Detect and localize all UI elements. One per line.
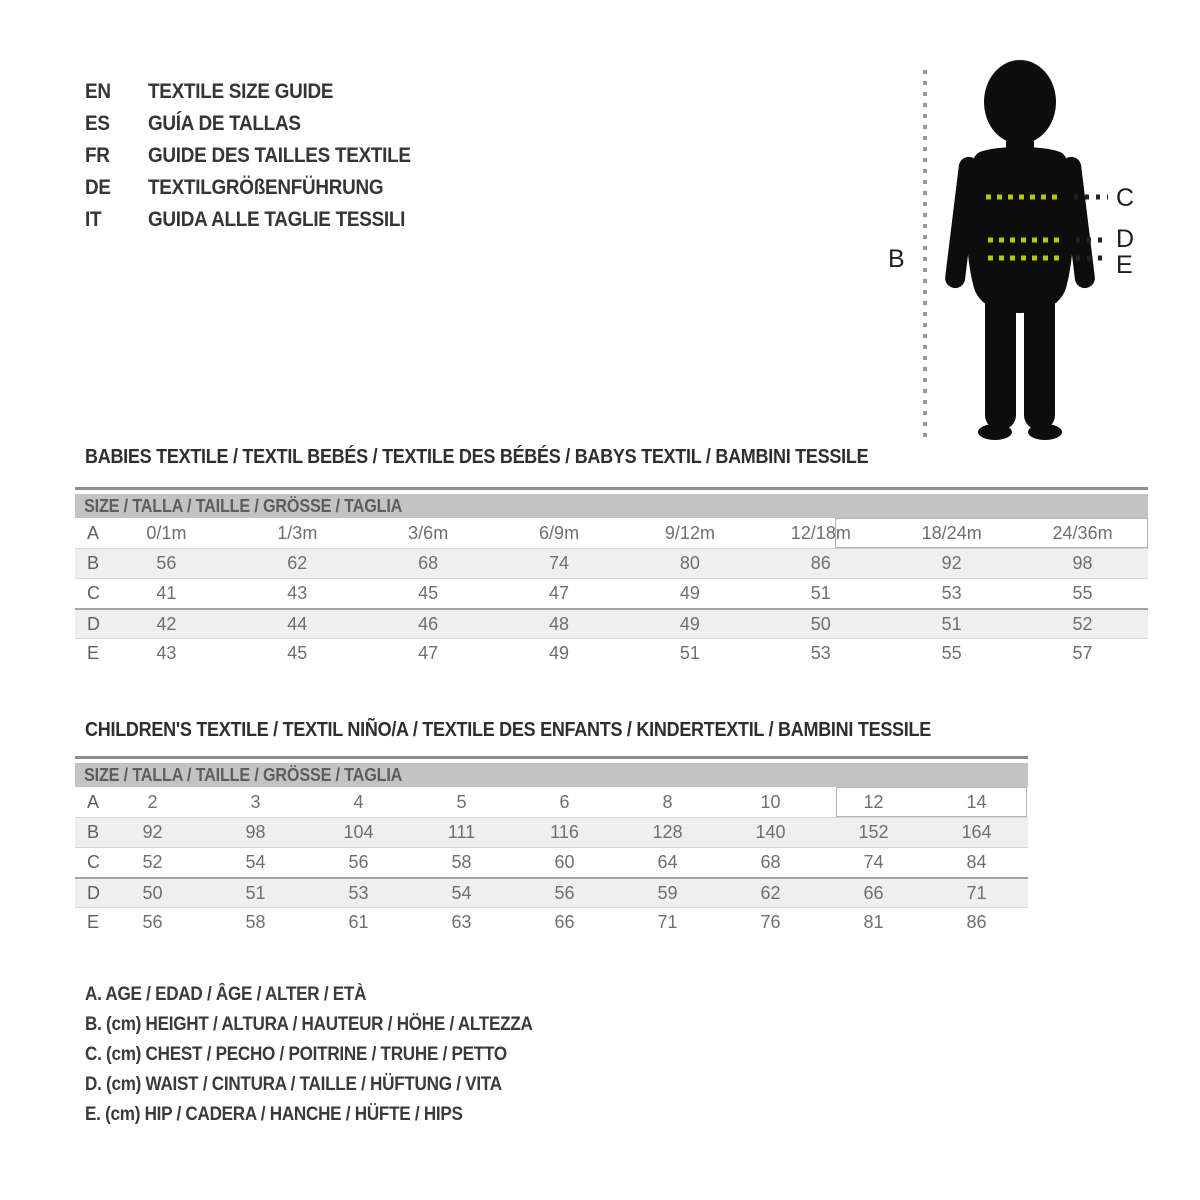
- row-label: D: [87, 882, 100, 903]
- table-cell: 58: [245, 912, 266, 932]
- legend-item: A. AGE / EDAD / ÂGE / ALTER / ETÀ: [85, 984, 367, 1005]
- babies-table-header-bar: [75, 494, 1148, 518]
- table-cell: 49: [549, 643, 570, 663]
- row-label: D: [87, 613, 100, 634]
- table-cell: 56: [348, 852, 369, 872]
- table-cell: 53: [810, 643, 831, 663]
- language-title: TEXTILE SIZE GUIDE: [148, 80, 334, 103]
- table-cell: 98: [1072, 553, 1093, 573]
- table-cell: 52: [1072, 613, 1093, 634]
- table-cell: 52: [142, 852, 163, 872]
- table-cell: 3: [250, 791, 261, 812]
- row-label: C: [87, 852, 100, 872]
- table-cell: 4: [353, 791, 364, 812]
- table-cell: 45: [287, 643, 308, 663]
- legend-item: E. (cm) HIP / CADERA / HANCHE / HÜFTE / HIPS: [85, 1104, 463, 1125]
- babies-table-rows: [75, 518, 1148, 668]
- measurement-legend: [85, 980, 533, 1130]
- chest-label: C: [1116, 184, 1135, 212]
- table-cell: 48: [549, 613, 570, 634]
- table-cell: 86: [810, 553, 831, 573]
- table-cell: 128: [652, 822, 683, 842]
- language-code: IT: [85, 208, 102, 231]
- table-cell: 80: [679, 553, 700, 573]
- table-cell: 43: [156, 643, 177, 663]
- table-cell: 14: [966, 791, 987, 812]
- table-cell: 47: [418, 643, 439, 663]
- table-cell: 68: [760, 852, 781, 872]
- babies-section-title: BABIES TEXTILE / TEXTIL BEBÉS / TEXTILE DES BÉBÉS / BABYS TEXTIL / BAMBINI TESSILE: [85, 446, 869, 468]
- legend-item: C. (cm) CHEST / PECHO / POITRINE / TRUHE / PETTO: [85, 1044, 507, 1065]
- table-cell: 76: [760, 912, 781, 932]
- table-cell: 71: [657, 912, 678, 932]
- table-cell: 6/9m: [539, 522, 580, 543]
- table-row-E: [75, 638, 1148, 668]
- language-row: [85, 76, 411, 108]
- table-cell: 66: [554, 912, 575, 932]
- row-label: B: [87, 822, 100, 842]
- size-header-label: SIZE / TALLA / TAILLE / GRÖSSE / TAGLIA: [84, 495, 403, 516]
- height-label: B: [888, 245, 905, 273]
- table-cell: 50: [810, 613, 831, 634]
- table-cell: 64: [657, 852, 678, 872]
- legend-item: D. (cm) WAIST / CINTURA / TAILLE / HÜFTUNG / VITA: [85, 1074, 502, 1095]
- table-cell: 55: [1072, 583, 1093, 603]
- table-cell: 49: [679, 613, 700, 634]
- language-code: DE: [85, 176, 111, 199]
- table-cell: 92: [142, 822, 163, 842]
- table-cell: 116: [550, 822, 579, 842]
- table-cell: 57: [1072, 643, 1093, 663]
- table-cell: 43: [287, 583, 308, 603]
- row-label: E: [87, 643, 100, 663]
- table-cell: 98: [245, 822, 266, 842]
- table-cell: 61: [348, 912, 369, 932]
- table-cell: 104: [343, 822, 374, 842]
- table-row-B: [75, 548, 1148, 578]
- table-cell: 2: [147, 791, 158, 812]
- row-label: C: [87, 583, 100, 603]
- table-cell: 58: [451, 852, 472, 872]
- table-cell: 66: [863, 882, 884, 903]
- table-cell: 51: [810, 583, 831, 603]
- table-cell: 46: [418, 613, 439, 634]
- table-row-B: [75, 817, 1028, 847]
- table-cell: 71: [966, 882, 987, 903]
- table-cell: 53: [348, 882, 369, 903]
- row-label: A: [87, 522, 100, 543]
- table-cell: 51: [245, 882, 266, 903]
- children-section-title: CHILDREN'S TEXTILE / TEXTIL NIÑO/A / TEXTILE DES ENFANTS / KINDERTEXTIL / BAMBINI TESSILE: [85, 719, 931, 741]
- table-cell: 12/18m: [790, 522, 851, 543]
- table-cell: 81: [863, 912, 884, 932]
- language-row: [85, 108, 411, 140]
- language-code: FR: [85, 144, 110, 167]
- table-row-D: [75, 877, 1028, 907]
- table-row-C: [75, 578, 1148, 608]
- table-cell: 92: [941, 553, 962, 573]
- table-cell: 56: [554, 882, 575, 903]
- table-cell: 1/3m: [277, 522, 318, 543]
- table-cell: 68: [418, 553, 439, 573]
- table-cell: 42: [156, 613, 177, 634]
- children-table-rows: [75, 787, 1028, 937]
- hip-label: E: [1116, 251, 1133, 279]
- table-cell: 74: [549, 553, 570, 573]
- children-table-header-bar: [75, 763, 1028, 787]
- table-cell: 56: [142, 912, 163, 932]
- babies-size-table: [75, 487, 1148, 668]
- table-cell: 63: [451, 912, 472, 932]
- waist-label: D: [1116, 225, 1135, 253]
- table-cell: 47: [549, 583, 570, 603]
- table-cell: 9/12m: [664, 522, 715, 543]
- table-cell: 51: [679, 643, 700, 663]
- table-cell: 12: [863, 791, 884, 812]
- children-size-table: [75, 756, 1028, 937]
- size-header-label: SIZE / TALLA / TAILLE / GRÖSSE / TAGLIA: [84, 764, 403, 785]
- table-cell: 55: [941, 643, 962, 663]
- table-cell: 60: [554, 852, 575, 872]
- child-silhouette-icon: [944, 60, 1096, 440]
- table-cell: 54: [245, 852, 266, 872]
- table-cell: 62: [287, 553, 308, 573]
- table-cell: 44: [287, 613, 308, 634]
- row-label: A: [87, 791, 100, 812]
- language-row: [85, 172, 411, 204]
- table-cell: 54: [451, 882, 472, 903]
- table-row-D: [75, 608, 1148, 638]
- table-cell: 140: [755, 822, 786, 842]
- table-row-C: [75, 847, 1028, 877]
- table-row-E: [75, 907, 1028, 937]
- language-title-list: [85, 76, 411, 236]
- table-cell: 18/24m: [921, 522, 982, 543]
- table-cell: 24/36m: [1052, 522, 1113, 543]
- table-cell: 53: [941, 583, 962, 603]
- language-title: GUÍA DE TALLAS: [148, 112, 301, 135]
- table-cell: 84: [966, 852, 987, 872]
- row-label: E: [87, 912, 100, 932]
- table-cell: 3/6m: [408, 522, 449, 543]
- table-cell: 164: [961, 822, 992, 842]
- language-title: GUIDA ALLE TAGLIE TESSILI: [148, 208, 406, 231]
- table-cell: 152: [858, 822, 889, 842]
- table-cell: 45: [418, 583, 439, 603]
- language-row: [85, 204, 411, 236]
- table-cell: 74: [863, 852, 884, 872]
- table-cell: 50: [142, 882, 163, 903]
- language-row: [85, 140, 411, 172]
- table-cell: 51: [941, 613, 962, 634]
- language-code: EN: [85, 80, 111, 103]
- row-label: B: [87, 553, 100, 573]
- language-title: GUIDE DES TAILLES TEXTILE: [148, 144, 411, 167]
- table-cell: 5: [456, 791, 467, 812]
- table-cell: 49: [679, 583, 700, 603]
- language-code: ES: [85, 112, 110, 135]
- table-cell: 41: [156, 583, 177, 603]
- table-cell: 6: [559, 791, 570, 812]
- table-cell: 8: [662, 791, 673, 812]
- table-cell: 62: [760, 882, 781, 903]
- measurement-figure: [860, 45, 1160, 455]
- table-cell: 59: [657, 882, 678, 903]
- table-cell: 0/1m: [146, 522, 187, 543]
- table-cell: 56: [156, 553, 177, 573]
- legend-item: B. (cm) HEIGHT / ALTURA / HAUTEUR / HÖHE / ALTEZZA: [85, 1014, 533, 1035]
- table-cell: 10: [760, 791, 781, 812]
- language-title: TEXTILGRÖßENFÜHRUNG: [148, 176, 384, 199]
- table-cell: 86: [966, 912, 987, 932]
- table-cell: 111: [447, 822, 476, 842]
